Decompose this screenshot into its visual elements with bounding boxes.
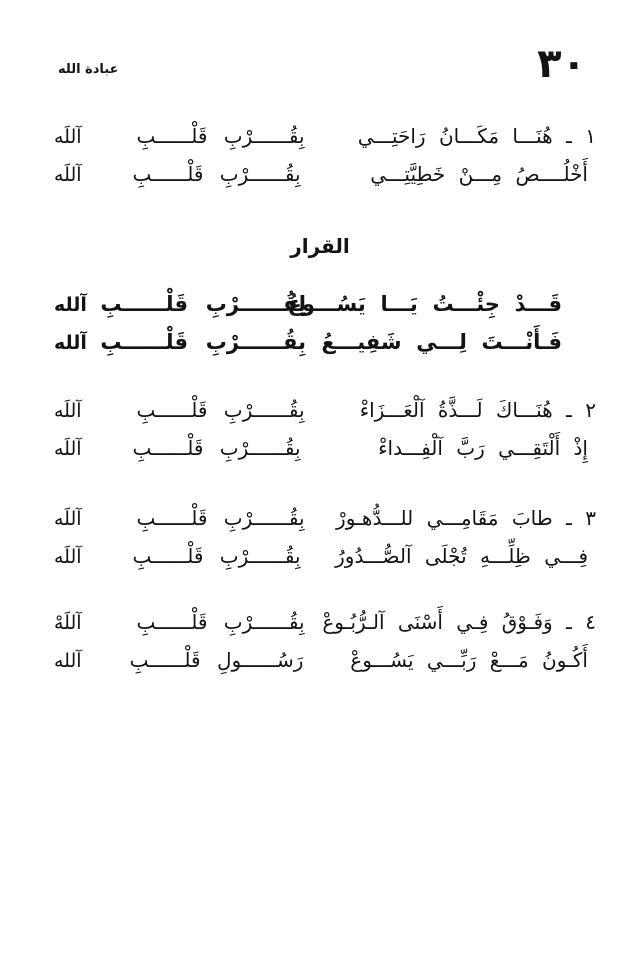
refrain-title: القرار <box>290 234 350 258</box>
hemistich-first: أَكُـونُ مَـــعْ رَبِّـــي يَسُـــوعْ <box>350 648 588 672</box>
hemistich-first: فِـــي ظِلِّـــهِ تُجْلَى آلصُّـــدُورُ <box>335 544 588 568</box>
verse-3-line-2 <box>54 544 596 582</box>
hemistich-second: بِقُــــــرْبِ قَلْــــــبِ <box>136 398 305 422</box>
hemistich-first: ٣ ـ طابَ مَقَامِـــي للـــدُّهـورْ <box>336 506 596 530</box>
line-end-word: آلله <box>54 650 82 672</box>
line-end-word: آللَه <box>54 508 82 530</box>
line-end-word: آللَه <box>54 546 82 568</box>
verse-2-line-1 <box>54 398 596 436</box>
line-end-word: آللَهْ <box>54 612 82 634</box>
hemistich-second: رَسُــــــولِ قَلْــــــبِ <box>129 648 304 672</box>
verse-1 <box>0 124 640 200</box>
verse-1-line-1 <box>54 124 596 162</box>
hemistich-first: إِذْ أَلْتَقِـــي رَبَّ آلْفِـــداءْ <box>378 436 588 460</box>
hemistich-second: بِقُــــــرْبِ قَلْــــــبِ <box>100 330 306 354</box>
hemistich-second: لِقُــــــرْبِ قَلْــــــبِ <box>100 292 306 316</box>
hemistich-second: بِقُــــــرْبِ قَلْــــــبِ <box>132 436 301 460</box>
line-end-word: آللَه <box>54 438 82 460</box>
hymn-number: ٣٠ <box>537 41 586 87</box>
hemistich-second: بِقُــــــرْبِ قَلْــــــبِ <box>136 610 305 634</box>
line-end-word: آلله <box>54 294 87 316</box>
hemistich-first: فَـأَنْـــتَ لِـــي شَفِيـــعُ <box>321 330 562 354</box>
verse-3 <box>0 506 640 582</box>
hemistich-first: ٢ ـ هُنَـــاكَ لَـــذَّةُ آلْعَـــزَاءْ <box>359 398 596 422</box>
verse-2 <box>0 398 640 474</box>
verse-2-line-2 <box>54 436 596 474</box>
hemistich-first: ٤ ـ وَفَـوْقُ فِـي أَسْنَى آلـرُّبُـوعْ <box>322 610 596 634</box>
verse-3-line-1 <box>54 506 596 544</box>
line-end-word: آللَه <box>54 126 82 148</box>
hemistich-second: بِقُــــــرْبِ قَلْــــــبِ <box>132 544 301 568</box>
verse-4-line-2 <box>54 648 596 686</box>
verse-4 <box>0 610 640 686</box>
refrain <box>0 292 640 368</box>
line-end-word: آللَه <box>54 164 82 186</box>
hemistich-second: بِقُــــــرْبِ قَلْــــــبِ <box>136 124 305 148</box>
hemistich-first: ١ ـ هُنَـــا مَكَـــانُ رَاحَتِـــي <box>357 124 596 148</box>
page-header <box>0 0 640 87</box>
refrain-line-1 <box>54 292 596 330</box>
hemistich-first: أَخْلُــــصُ مِـــنْ خَطِيَّتِـــي <box>370 162 588 186</box>
verse-4-line-1 <box>54 610 596 648</box>
hemistich-second: بِقُــــــرْبِ قَلْــــــبِ <box>136 506 305 530</box>
hemistich-second: بِقُــــــرْبِ قَلْــــــبِ <box>132 162 301 186</box>
hemistich-first: قَـــدْ جِئْـــتُ يَـــا يَسُـــوعُ <box>287 292 562 316</box>
line-end-word: آللَه <box>54 400 82 422</box>
verse-1-line-2 <box>54 162 596 200</box>
refrain-line-2 <box>54 330 596 368</box>
running-head: عبادة الله <box>58 62 119 77</box>
line-end-word: آلله <box>54 332 87 354</box>
